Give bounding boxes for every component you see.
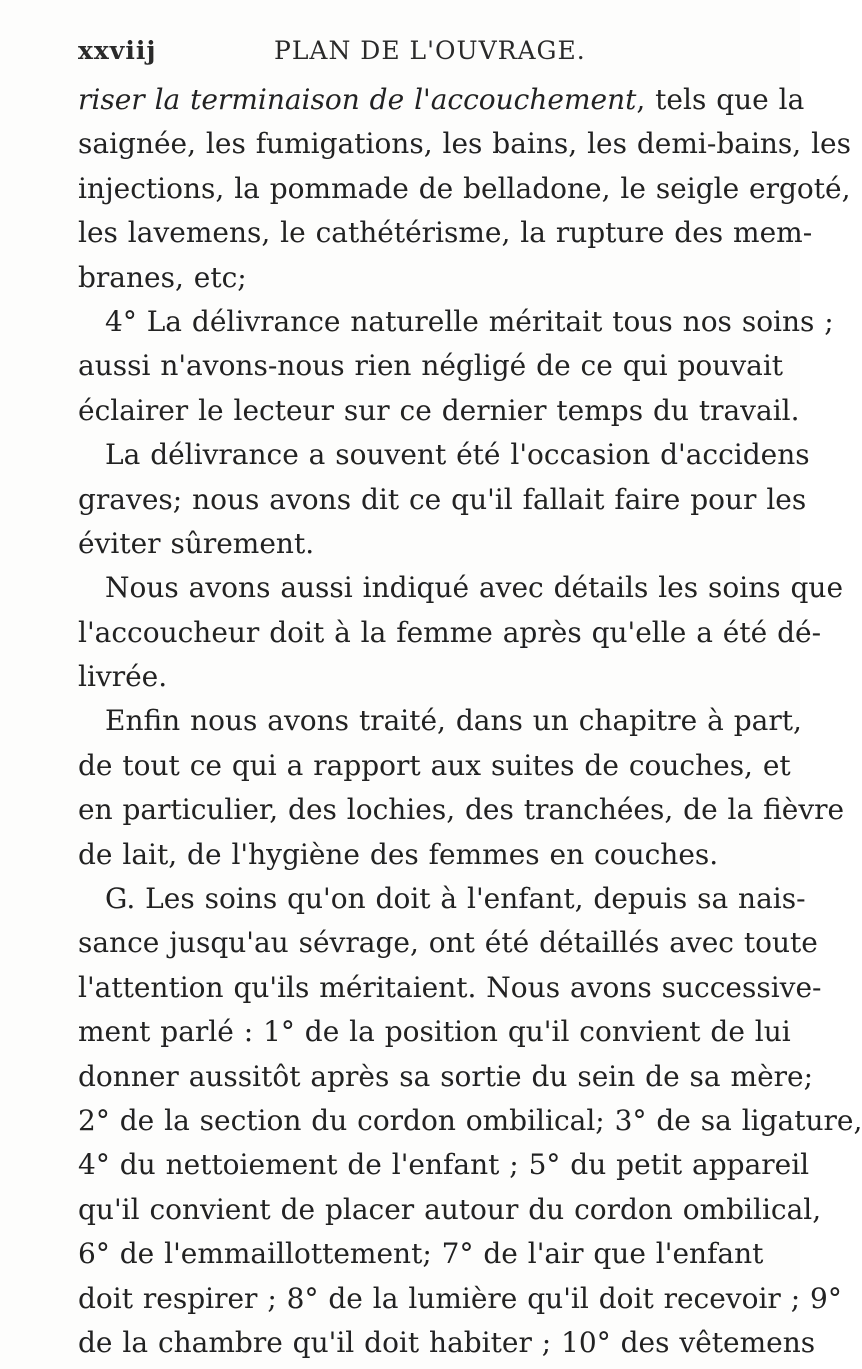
text-line — [78, 344, 784, 388]
text-line — [78, 921, 818, 965]
text-line — [78, 655, 740, 699]
text-line — [78, 256, 740, 300]
text-line — [78, 611, 822, 655]
line-text: G. Les soins qu'on doit à l'enfant, depuis sa nais- — [105, 882, 806, 916]
line-text: doit respirer ; 8° de la lumière qu'il doit recevoir ; 9° — [78, 1281, 842, 1315]
line-text: 2° de la section du cordon ombilical; 3° de sa ligature, — [78, 1103, 862, 1137]
text-line — [78, 1055, 814, 1099]
text-line — [78, 566, 844, 610]
text-line — [78, 1099, 862, 1143]
text-line — [78, 522, 740, 566]
text-line — [78, 966, 822, 1010]
line-text: Enfin nous avons traité, dans un chapitre à part, — [105, 704, 802, 738]
line-text: ment parlé : 1° de la position qu'il convient de lui — [78, 1015, 791, 1049]
line-text: qu'il convient de placer autour du cordon ombilical, — [78, 1192, 822, 1226]
line-text: La délivrance a souvent été l'occasion d'accidens — [105, 438, 810, 472]
line-text: graves; nous avons dit ce qu'il fallait faire pour les — [78, 482, 807, 516]
line-text: l'attention qu'ils méritaient. Nous avons successive- — [78, 970, 822, 1004]
line-text: Nous avons aussi indiqué avec détails les soins que — [105, 571, 844, 605]
text-line — [78, 433, 810, 477]
text-line — [78, 744, 791, 788]
text-line — [78, 1143, 810, 1187]
line-text: 6° de l'emmaillottement; 7° de l'air que l'enfant — [78, 1237, 764, 1271]
line-text: injections, la pommade de belladone, le seigle ergoté, — [78, 171, 851, 205]
text-line — [78, 833, 740, 877]
line-text: de lait, de l'hygiène des femmes en couches. — [78, 837, 719, 871]
line-text: de tout ce qui a rapport aux suites de couches, et — [78, 748, 791, 782]
line-text: les lavemens, le cathétérisme, la rupture des mem- — [78, 216, 813, 250]
page-number: xxviij — [78, 36, 157, 65]
line-text: de la chambre qu'il doit habiter ; 10° des vêtemens — [78, 1325, 816, 1359]
text-line — [78, 877, 806, 921]
line-text: , tels que la — [636, 83, 805, 116]
running-title: PLAN DE L'OUVRAGE. — [274, 36, 586, 65]
line-text: sance jusqu'au sévrage, ont été détaillés avec toute — [78, 926, 818, 960]
text-line — [78, 1232, 764, 1276]
line-text: donner aussitôt après sa sortie du sein de sa mère; — [78, 1059, 814, 1093]
line-text: éclairer le lecteur sur ce dernier temps du travail. — [78, 393, 800, 427]
line-text: 4° La délivrance naturelle méritait tous nos soins ; — [105, 304, 834, 338]
italic-text: riser la terminaison de l'accouchement — [78, 83, 637, 116]
line-text: l'accoucheur doit à la femme après qu'elle a été dé- — [78, 615, 822, 649]
text-line — [78, 1188, 822, 1232]
text-line — [78, 1277, 842, 1321]
text-line — [78, 1321, 816, 1365]
text-line — [78, 788, 845, 832]
text-line — [78, 211, 813, 255]
line-text: aussi n'avons-nous rien négligé de ce qui pouvait — [78, 349, 784, 383]
text-line — [78, 122, 851, 166]
line-text: branes, etc; — [78, 260, 247, 294]
page-header — [78, 36, 738, 76]
body-text — [78, 78, 862, 1365]
line-text: saignée, les fumigations, les bains, les demi-bains, les — [78, 127, 851, 161]
text-line — [78, 1010, 791, 1054]
text-line — [78, 478, 807, 522]
text-line — [78, 78, 805, 122]
line-text: en particulier, des lochies, des tranchées, de la fièvre — [78, 793, 845, 827]
line-text: 4° du nettoiement de l'enfant ; 5° du petit appareil — [78, 1148, 810, 1182]
line-text: livrée. — [78, 660, 168, 694]
text-line — [78, 167, 851, 211]
line-text: éviter sûrement. — [78, 526, 315, 560]
text-line — [78, 699, 802, 743]
text-line — [78, 389, 800, 433]
text-line — [78, 300, 834, 344]
